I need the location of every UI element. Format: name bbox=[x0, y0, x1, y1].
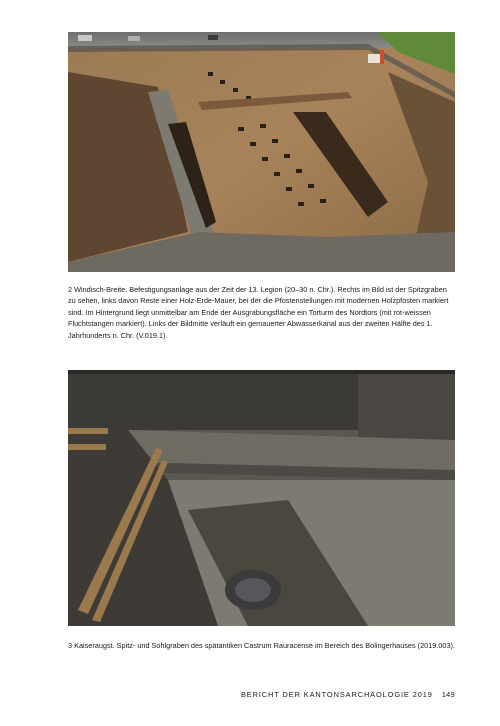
figure-caption-windisch: 2 Windisch-Breite. Befestigungsanlage aus der Zeit der 13. Legion (20–30 n. Chr.). Rechts im Bild ist der Spitzgraben zu sehen, links davon Reste einer Holz-Erde-Mauer, bei der die Pfostenstellungen mit modernen Holzpfosten markiert sind. Im Hintergrund liegt unmittelbar am Ende der Ausgrabungsfläche ein Torturm des Nordtors (mit rot-weissen Fluchtstangen markiert). Links der Bildmitte verläuft ein gemauerter Abwasserkanal aus der zweiten Hälfte des 1. Jahrhunderts n. Chr. (V.019.1). bbox=[68, 285, 449, 340]
page-number: 149 bbox=[441, 690, 455, 699]
excavation-photo-windisch-graphic bbox=[68, 32, 455, 272]
figure-caption-kaiseraugst: 3 Kaiseraugst. Spitz- und Sohlgraben des spätantiken Castrum Rauracense im Bereich des Bolingerhauses (2019.003). bbox=[68, 641, 455, 650]
excavation-photo-kaiseraugst-graphic bbox=[68, 370, 455, 626]
excavation-photo-kaiseraugst bbox=[68, 370, 455, 626]
running-title: BERICHT DER KANTONSARCHÄOLOGIE 2019 bbox=[240, 690, 433, 699]
page-footer bbox=[68, 690, 455, 699]
excavation-photo-windisch bbox=[68, 32, 455, 272]
